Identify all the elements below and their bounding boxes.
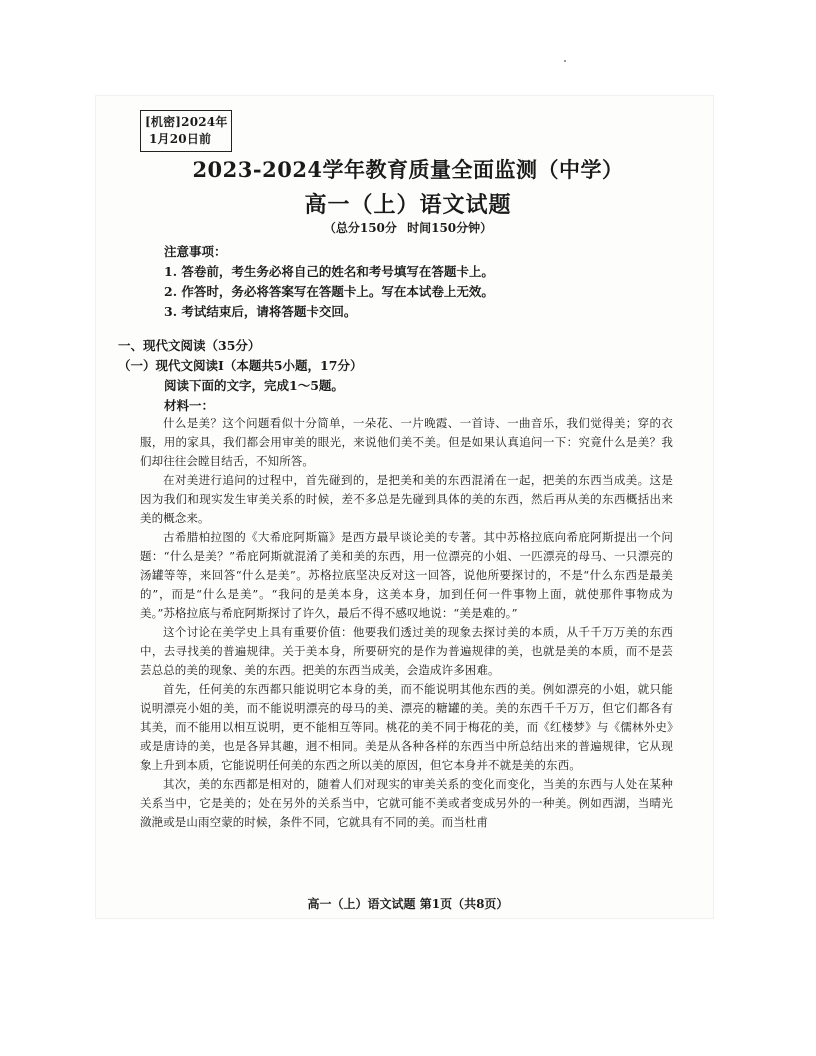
exam-subtitle: 高一（上）语文试题 (304, 192, 512, 218)
stamp-line-1: [机密]2024年 (145, 115, 228, 129)
exam-title: 2023-2024学年教育质量全面监测（中学） (192, 157, 624, 182)
paragraph: 在对美进行追问的过程中，首先碰到的，是把美和美的东西混淆在一起，把美的东西当成美。这是因为我们和现实发生审美关系的时候，差不多总是先碰到具体的美的东西，然后再从美的东西概括出来美的概念来。 (140, 473, 673, 525)
paragraph: 这个讨论在美学史上具有重要价值：他要我们透过美的现象去探讨美的本质，从千千万万美的东西中，去寻找美的普遍规律。关于美本身，所要研究的是作为普遍规律的美，也就是美的本质，而不是芸芸总总的美的现象、美的东西。把美的东西当成美，会造成许多困难。 (140, 625, 673, 677)
notes-section (164, 242, 494, 322)
notes-heading: 注意事项： (164, 244, 227, 259)
material-label: 材料一： (164, 398, 215, 413)
confidential-stamp (140, 110, 232, 152)
part-heading: 一、现代文阅读（35分） (118, 338, 261, 353)
exam-score-time (0, 219, 816, 236)
total-score: （总分150分 (323, 221, 397, 235)
stamp-line-2: 1月20日前 (149, 132, 212, 146)
instruction: 阅读下面的文字，完成1～5题。 (164, 378, 344, 393)
paragraph: 古希腊柏拉图的《大希庇阿斯篇》是西方最早谈论美的专著。其中苏格拉底向希庇阿斯提出一个问题：“什么是美？”希庇阿斯就混淆了美和美的东西，用一位漂亮的小姐、一匹漂亮的母马、一只漂亮的汤罐等等，来回答“什么是美”。苏格拉底坚决反对这一回答，说他所要探讨的，不是“什么东西是最美的”，而是“什么是美”。“我问的是美本身，这美本身，加到任何一件事物上面，就使那件事物成为美。”苏格拉底与希庇阿斯探讨了许久，最后不得不感叹地说：“美是难的。” (140, 530, 673, 620)
reading-passage (140, 414, 673, 832)
paragraph: 什么是美？这个问题看似十分简单，一朵花、一片晚霞、一首诗、一曲音乐，我们觉得美；穿的衣服，用的家具，我们都会用审美的眼光，来说他们美不美。但是如果认真追问一下：究竟什么是美？我们却往往会瞠目结舌，不知所答。 (140, 416, 673, 468)
paragraph: 首先，任何美的东西都只能说明它本身的美，而不能说明其他东西的美。例如漂亮的小姐，就只能说明漂亮小姐的美，而不能说明漂亮的母马的美、漂亮的糖罐的美。美的东西千千万万，但它们都各有其美，而不能用以相互说明，更不能相互等同。桃花的美不同于梅花的美，而《红楼梦》与《儒林外史》或是唐诗的美，也是各异其趣，迥不相同。美是从各种各样的东西当中所总结出来的普遍规律，它从现象上升到本质，它能说明任何美的东西之所以美的原因，但它本身并不就是美的东西。 (140, 682, 673, 772)
note-item: 1. 答卷前，考生务必将自己的姓名和考号填写在答题卡上。 (164, 264, 494, 279)
note-item: 3. 考试结束后，请将答题卡交回。 (164, 304, 357, 319)
paragraph: 其次，美的东西都是相对的，随着人们对现实的审美关系的变化而变化，当美的东西与人处在某种关系当中，它是美的；处在另外的关系当中，它就可能不美或者变成另外的一种美。例如西湖，当晴光潋滟或是山雨空蒙的时候，条件不同，它就具有不同的美。而当杜甫 (140, 777, 673, 829)
scan-speck (564, 60, 566, 62)
page-footer: 高一（上）语文试题 第1页（共8页） (307, 897, 509, 911)
time-limit: 时间150分钟） (407, 221, 493, 235)
sub-heading: （一）现代文阅读Ⅰ（本题共5小题，17分） (118, 358, 363, 373)
note-item: 2. 作答时，务必将答案写在答题卡上。写在本试卷上无效。 (164, 284, 494, 299)
